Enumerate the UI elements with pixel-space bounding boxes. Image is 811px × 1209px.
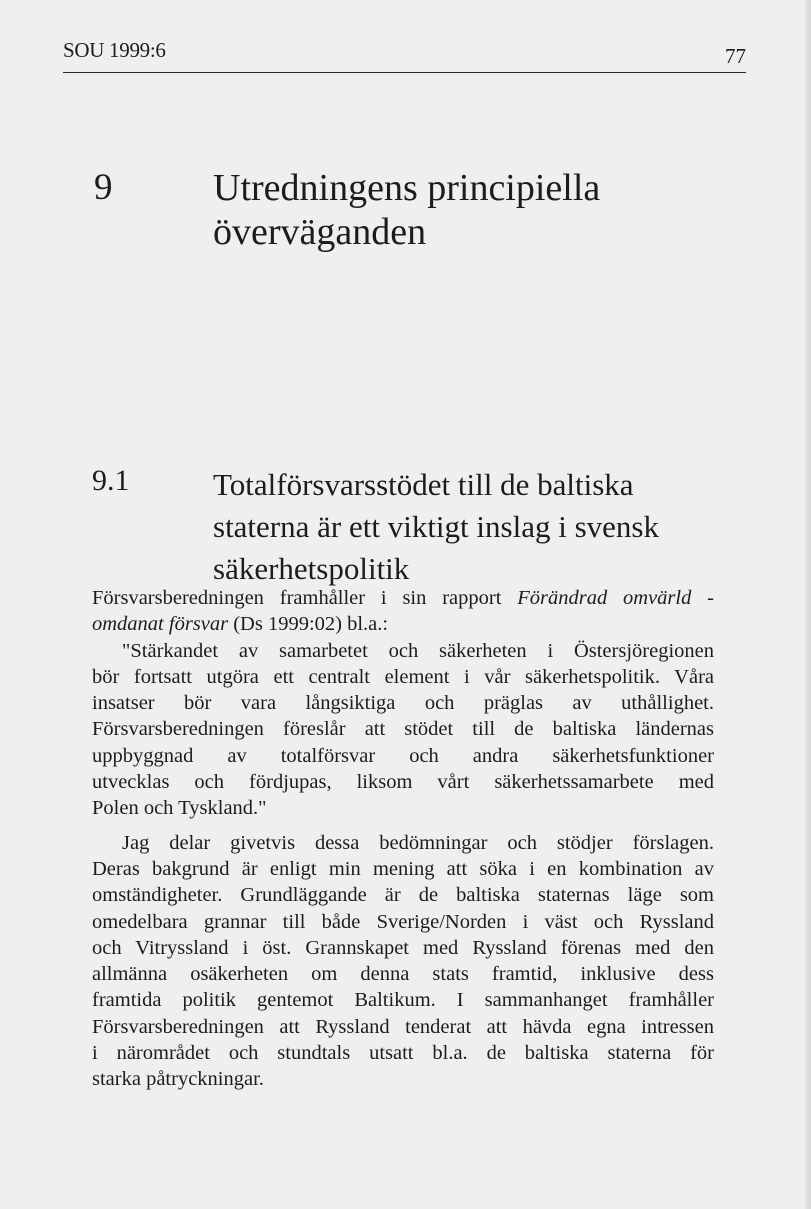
chapter-number: 9 — [94, 167, 113, 208]
quote-line: uppbyggnad av totalförsvar och andra säkerhetsfunktioner — [92, 744, 714, 767]
intro-line-1 — [92, 585, 714, 611]
quote-paragraph — [62, 638, 714, 822]
report-title-part-1: Förändrad omvärld - — [517, 587, 715, 609]
intro-paragraph — [92, 585, 714, 638]
paragraph-line: Jag delar givetvis dessa bedömningar och stödjer förslagen. — [122, 831, 714, 854]
quote-line: Polen och Tyskland." — [92, 797, 267, 820]
page-number: 77 — [725, 44, 746, 68]
quote-line: Försvarsberedningen föreslår att stödet till de baltiska ländernas — [92, 718, 714, 741]
intro-reference: (Ds 1999:02) bl.a.: — [233, 613, 389, 636]
section-title-line: säkerhetspolitik — [213, 551, 410, 586]
paragraph-line: och Vitryssland i öst. Grannskapet med Ryssland förenas med den — [92, 936, 714, 959]
paragraph-line: allmänna osäkerheten om denna stats framtid, inklusive dess — [92, 963, 714, 986]
paragraph-line: Deras bakgrund är enligt min mening att söka i en kombination av — [92, 857, 714, 880]
section-title-line: staterna är ett viktigt inslag i svensk — [213, 509, 659, 544]
paragraph-line: omständigheter. Grundläggande är de baltiska staternas läge som — [92, 884, 714, 907]
body-text — [92, 585, 714, 1093]
page-edge — [805, 0, 811, 1209]
chapter-title-line: Utredningens principiella — [213, 167, 601, 209]
quote-line: bör fortsatt utgöra ett centralt element i vår säkerhetspolitik. Våra — [92, 665, 714, 688]
paragraph-line: i närområdet och stundtals utsatt bl.a. de baltiska staterna för — [92, 1042, 714, 1065]
main-paragraph — [92, 830, 714, 1093]
paragraph-line: Försvarsberedningen att Ryssland tenderat att hävda egna intressen — [92, 1015, 714, 1038]
chapter-title-line: överväganden — [213, 211, 427, 253]
quote-line: insatser bör vara långsiktiga och präglas av uthållighet. — [92, 692, 714, 715]
chapter-title — [213, 166, 733, 254]
report-title-part-2: omdanat försvar — [92, 613, 229, 636]
publication-reference: SOU 1999:6 — [63, 38, 166, 62]
section-number: 9.1 — [92, 464, 130, 497]
running-header — [63, 38, 746, 73]
paragraph-line: omedelbara grannar till både Sverige/Norden i väst och Ryssland — [92, 910, 714, 933]
paragraph-line: framtida politik gentemot Baltikum. I sammanhanget framhåller — [92, 989, 714, 1012]
intro-text: Försvarsberedningen framhåller i sin rapport — [92, 587, 502, 609]
paragraph-line: starka påtryckningar. — [92, 1068, 264, 1091]
intro-line-2 — [92, 611, 714, 637]
quote-line: utvecklas och fördjupas, liksom vårt säkerhetssamarbete med — [92, 771, 714, 794]
quote-line: "Stärkandet av samarbetet och säkerheten i Östersjöregionen — [122, 639, 714, 662]
section-title-line: Totalförsvarsstödet till de baltiska — [213, 467, 634, 502]
section-title — [213, 464, 733, 590]
